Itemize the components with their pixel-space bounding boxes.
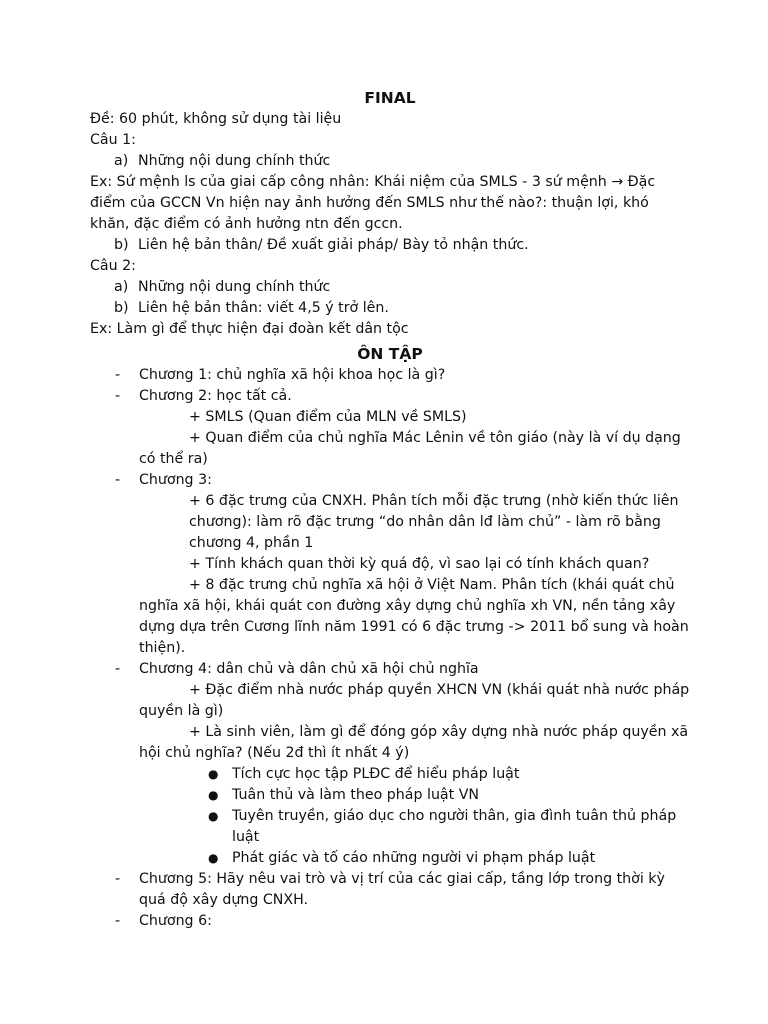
review-title: ÔN TẬP [357, 345, 423, 363]
chapter-4-bullet [90, 848, 690, 869]
chapter-4-bullet [90, 806, 690, 848]
chapter-text: Chương 4: dân chủ và dân chủ xã hội chủ nghĩa [139, 661, 479, 677]
bullet-marker: ● [208, 809, 219, 823]
document-body [90, 88, 690, 932]
chapter-4-point-a: + Đặc điểm nhà nước pháp quyền XHCN VN (khái quát nhà nước pháp quyền là gì) [139, 682, 690, 719]
chapter-3-point-a: + 6 đặc trưng của CNXH. Phân tích mỗi đặc trưng (nhờ kiến thức liên chương): làm rõ đặc trưng “do nhân dân lđ làm chủ” - làm rõ bằng chương 4, phần 1 [189, 493, 679, 551]
chapter-3-point-c: + 8 đặc trưng chủ nghĩa xã hội ở Việt Nam. Phân tích (khái quát chủ nghĩa xã hội, khái quát con đường xây dựng chủ nghĩa xh VN, nền tảng xây dựng dựa trên Cương lĩnh năm 1991 có 6 đặc trưng -> 2011 bổ sung và hoàn thiện). [139, 577, 689, 656]
list-text: Liên hệ bản thân: viết 4,5 ý trở lên. [138, 300, 389, 316]
list-marker: a) [114, 279, 129, 295]
dash-marker: - [115, 913, 121, 929]
chapter-1 [90, 365, 690, 386]
chapter-text: Chương 5: Hãy nêu vai trò và vị trí của các giai cấp, tầng lớp trong thời kỳ quá độ xây dựng CNXH. [139, 871, 665, 908]
chapter-5 [90, 869, 690, 911]
chapter-text: Chương 6: [139, 913, 212, 929]
chapter-3 [90, 470, 690, 491]
chapter-2-point-b: + Quan điểm của chủ nghĩa Mác Lênin về tôn giáo (này là ví dụ dạng có thể ra) [139, 430, 681, 467]
bullet-text: Tuyên truyền, giáo dục cho người thân, gia đình tuân thủ pháp luật [232, 808, 677, 845]
chapter-2-point-a: + SMLS (Quan điểm của MLN về SMLS) [189, 409, 467, 425]
question-2-example: Ex: Làm gì để thực hiện đại đoàn kết dân tộc [90, 321, 409, 337]
dash-marker: - [115, 367, 121, 383]
chapter-4-bullet [90, 785, 690, 806]
list-marker: b) [114, 237, 129, 253]
chapter-2 [90, 386, 690, 407]
question-2-item-b [90, 298, 690, 319]
chapter-3-point-b: + Tính khách quan thời kỳ quá độ, vì sao lại có tính khách quan? [189, 556, 650, 572]
dash-marker: - [115, 388, 121, 404]
chapter-4 [90, 659, 690, 680]
question-1-item-a [90, 151, 690, 172]
bullet-text: Tuân thủ và làm theo pháp luật VN [232, 787, 480, 803]
chapter-text: Chương 1: chủ nghĩa xã hội khoa học là gì? [139, 367, 446, 383]
list-text: Những nội dung chính thức [138, 279, 331, 295]
question-1-item-b [90, 235, 690, 256]
chapter-text: Chương 2: học tất cả. [139, 388, 292, 404]
bullet-text: Tích cực học tập PLĐC để hiểu pháp luật [232, 766, 520, 782]
list-text: Liên hệ bản thân/ Đề xuất giải pháp/ Bày tỏ nhận thức. [138, 237, 529, 253]
list-marker: a) [114, 153, 129, 169]
chapter-4-bullet [90, 764, 690, 785]
bullet-marker: ● [208, 851, 219, 865]
list-marker: b) [114, 300, 129, 316]
chapter-text: Chương 3: [139, 472, 212, 488]
bullet-marker: ● [208, 788, 219, 802]
question-1-heading: Câu 1: [90, 132, 136, 148]
exam-info: Đề: 60 phút, không sử dụng tài liệu [90, 111, 342, 127]
bullet-marker: ● [208, 767, 219, 781]
chapter-4-point-b: + Là sinh viên, làm gì để đóng góp xây dựng nhà nước pháp quyền xã hội chủ nghĩa? (Nếu 2đ thì ít nhất 4 ý) [139, 724, 689, 761]
dash-marker: - [115, 871, 121, 887]
list-text: Những nội dung chính thức [138, 153, 331, 169]
question-1-example: Ex: Sứ mệnh ls của giai cấp công nhân: Khái niệm của SMLS - 3 sứ mệnh → Đặc điểm của GCCN Vn hiện nay ảnh hưởng đến SMLS như thế nào?: thuận lợi, khó khăn, đặc điểm có ảnh hưởng ntn đến gccn. [90, 174, 656, 232]
question-2-heading: Câu 2: [90, 258, 136, 274]
dash-marker: - [115, 661, 121, 677]
question-2-item-a [90, 277, 690, 298]
dash-marker: - [115, 472, 121, 488]
bullet-text: Phát giác và tố cáo những người vi phạm pháp luật [232, 850, 596, 866]
doc-title: FINAL [364, 89, 416, 107]
chapter-6 [90, 911, 690, 932]
